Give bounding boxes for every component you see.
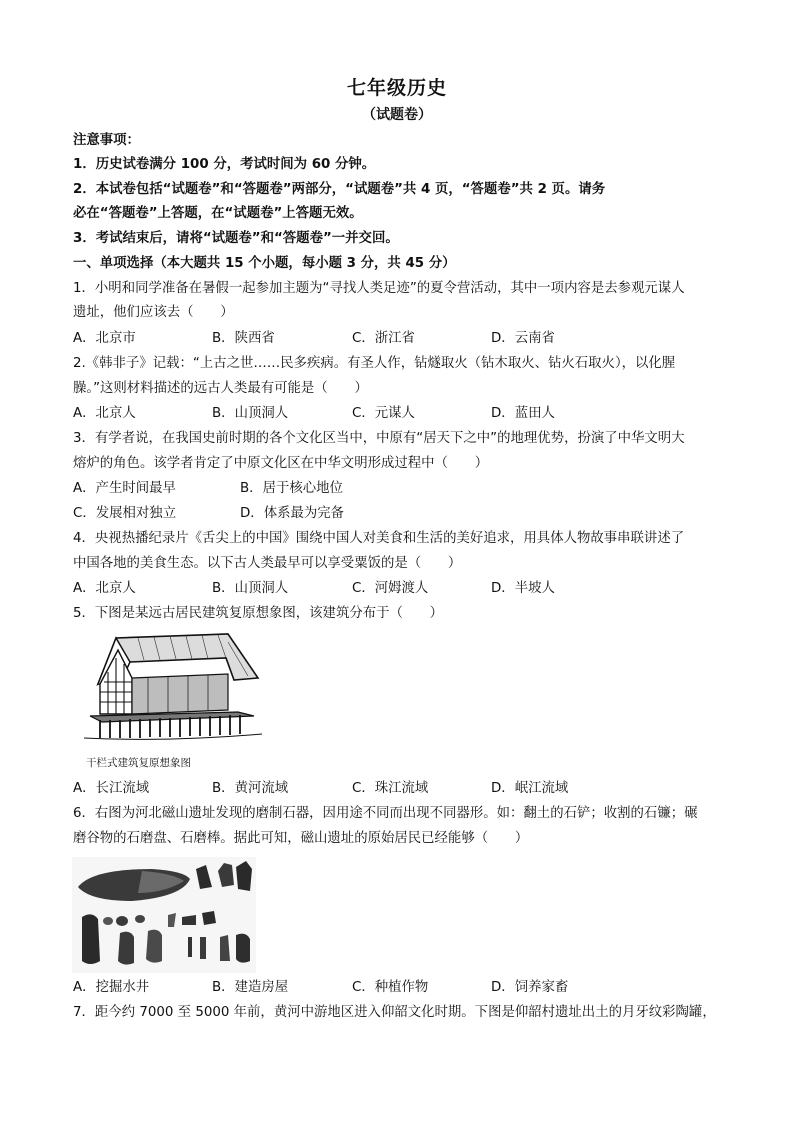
q1-option-b: B．陕西省 bbox=[212, 331, 275, 346]
question-3-text: 熔炉的角色。该学者肯定了中原文化区在中华文明形成过程中（ ） bbox=[73, 456, 489, 471]
q6-option-a: A．挖掘水井 bbox=[73, 980, 150, 995]
figure-caption: 干栏式建筑复原想象图 bbox=[86, 757, 191, 769]
note-item: 1．历史试卷满分 100 分，考试时间为 60 分钟。 bbox=[73, 157, 376, 172]
question-4-text: 中国各地的美食生态。以下古人类最早可以享受粟饭的是（ ） bbox=[73, 556, 462, 571]
q2-option-c: C．元谋人 bbox=[352, 406, 415, 421]
q1-option-c: C．浙江省 bbox=[352, 331, 415, 346]
q2-option-b: B．山顶洞人 bbox=[212, 406, 289, 421]
q6-option-d: D．饲养家畜 bbox=[491, 980, 569, 995]
q5-option-b: B．黄河流域 bbox=[212, 781, 289, 796]
question-6-text: 磨谷物的石磨盘、石磨棒。据此可知，磁山遗址的原始居民已经能够（ ） bbox=[73, 831, 529, 846]
q4-option-b: B．山顶洞人 bbox=[212, 581, 289, 596]
question-2-text: 臊。”这则材料描述的远古人类最有可能是（ ） bbox=[73, 381, 368, 396]
question-7-text: 7．距今约 7000 至 5000 年前，黄河中游地区进入仰韶文化时期。下图是仰韶村遗址出土的月牙纹彩陶罐， bbox=[73, 1005, 716, 1020]
page-subtitle: （试题卷） bbox=[362, 107, 432, 123]
section-heading: 一、单项选择（本大题共 15 个小题，每小题 3 分，共 45 分） bbox=[73, 256, 456, 271]
question-4-text: 4．央视热播纪录片《舌尖上的中国》围绕中国人对美食和生活的美好追求，用具体人物故事串联讲述了 bbox=[73, 531, 685, 546]
question-6-text: 6．右图为河北磁山遗址发现的磨制石器，因用途不同而出现不同器形。如：翻土的石铲；收割的石镰；碾 bbox=[73, 806, 698, 821]
q5-option-a: A．长江流域 bbox=[73, 781, 150, 796]
q3-option-c: C．发展相对独立 bbox=[73, 506, 177, 521]
q3-option-d: D．体系最为完备 bbox=[240, 506, 345, 521]
q6-option-c: C．种植作物 bbox=[352, 980, 429, 995]
q1-option-d: D．云南省 bbox=[491, 331, 555, 346]
stone-tools-photo bbox=[72, 857, 256, 973]
q2-option-d: D．蓝田人 bbox=[491, 406, 555, 421]
stilt-house-illustration bbox=[78, 632, 268, 742]
q4-option-d: D．半坡人 bbox=[491, 581, 555, 596]
q3-option-a: A．产生时间最早 bbox=[73, 481, 176, 496]
q2-option-a: A．北京人 bbox=[73, 406, 136, 421]
q4-option-c: C．河姆渡人 bbox=[352, 581, 429, 596]
note-item: 2．本试卷包括“试题卷”和“答题卷”两部分，“试题卷”共 4 页，“答题卷”共 2 页。请务 bbox=[73, 182, 606, 197]
q5-option-d: D．岷江流域 bbox=[491, 781, 569, 796]
page-title: 七年级历史 bbox=[346, 77, 447, 99]
question-1-text: 1．小明和同学准备在暑假一起参加主题为“寻找人类足迹”的夏令营活动，其中一项内容是去参观元谋人 bbox=[73, 281, 685, 296]
q3-option-b: B．居于核心地位 bbox=[240, 481, 343, 496]
question-2-text: 2.《韩非子》记载：“上古之世……民多疾病。有圣人作，钻燧取火（钻木取火、钻火石取火），以化腥 bbox=[73, 356, 676, 371]
question-3-text: 3．有学者说，在我国史前时期的各个文化区当中，中原有“居天下之中”的地理优势，扮演了中华文明大 bbox=[73, 431, 685, 446]
question-5-text: 5．下图是某远古居民建筑复原想象图，该建筑分布于（ ） bbox=[73, 606, 444, 621]
q6-option-b: B．建造房屋 bbox=[212, 980, 289, 995]
notes-heading: 注意事项： bbox=[73, 133, 140, 148]
q5-option-c: C．珠江流域 bbox=[352, 781, 429, 796]
note-item: 必在“答题卷”上答题，在“试题卷”上答题无效。 bbox=[73, 206, 363, 221]
note-item: 3．考试结束后，请将“试题卷”和“答题卷”一并交回。 bbox=[73, 231, 399, 246]
q1-option-a: A．北京市 bbox=[73, 331, 136, 346]
q4-option-a: A．北京人 bbox=[73, 581, 136, 596]
question-1-text: 遗址，他们应该去（ ） bbox=[73, 305, 234, 320]
